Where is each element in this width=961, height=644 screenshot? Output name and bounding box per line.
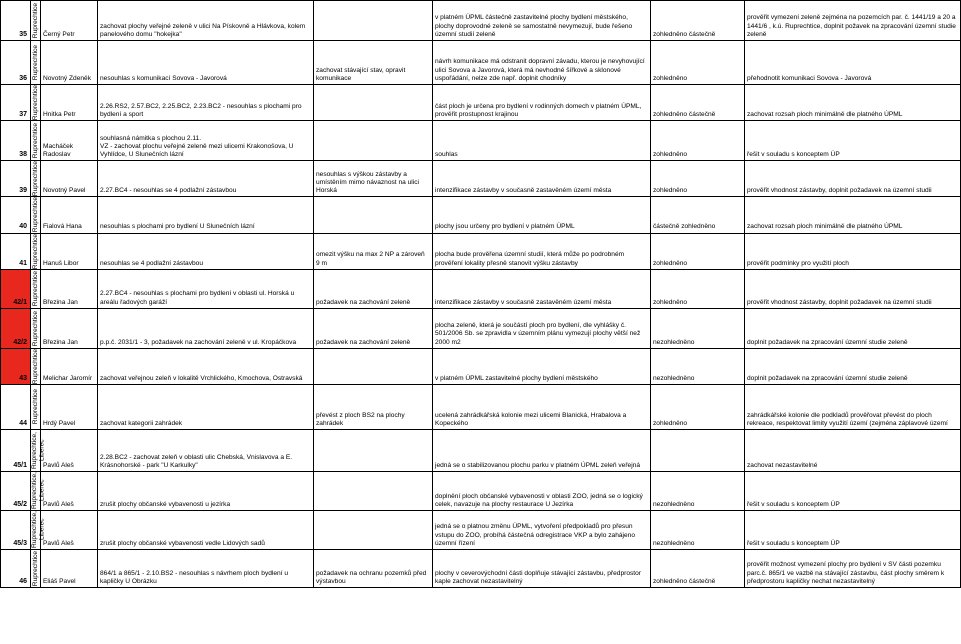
row-number: 42/2: [1, 308, 31, 348]
row-number: 35: [1, 1, 31, 41]
table-row: [1, 121, 961, 161]
status-text: v platném ÚPML zastavitelné plochy bydlení městského: [433, 348, 651, 384]
row-number: 39: [1, 161, 31, 197]
result-text: zohledněno: [651, 384, 745, 429]
submitter-name: Hnitka Petr: [41, 85, 98, 121]
cadastre-label-text: Ruprechtice, Liberec: [31, 431, 46, 469]
reason-text: [314, 197, 433, 233]
cadastre-label-text: Ruprechtice: [31, 2, 39, 39]
result-text: nezohledněno: [651, 510, 745, 549]
table-row: [1, 384, 961, 429]
status-text: plochy jsou určeny pro bydlení v platném ÚPML: [433, 197, 651, 233]
status-text: část ploch je určena pro bydlení v rodinných domech v platném ÚPML, prověřit prostupnost krajinou: [433, 85, 651, 121]
cadastre-label-text: Ruprechtice: [31, 348, 39, 384]
row-number: 40: [1, 197, 31, 233]
cadastre-label: [31, 197, 41, 233]
cadastre-label: [31, 471, 46, 510]
cadastre-label: [31, 121, 41, 161]
row-number: 37: [1, 85, 31, 121]
submitter-name: Pavlů Aleš: [41, 429, 98, 471]
row-number: 43: [1, 348, 31, 384]
instruction-text: prověřit podmínky pro využití ploch: [745, 233, 961, 269]
reason-text: [314, 348, 433, 384]
result-text: částečně zohledněno: [651, 197, 745, 233]
result-text: nezohledněno: [651, 308, 745, 348]
submitter-name: Březina Jan: [41, 308, 98, 348]
request-text: nesouhlas se 4 podlažní zástavbou: [98, 233, 314, 269]
cadastre-label: [31, 384, 41, 429]
reason-text: [314, 85, 433, 121]
row-number: 45/2: [1, 471, 31, 510]
cadastre-label: [31, 1, 41, 41]
table-row: [1, 1, 961, 41]
table-row: [1, 233, 961, 269]
cadastre-label-text: Ruprechtice: [31, 85, 39, 121]
submitter-name: Březina Jan: [41, 269, 98, 308]
table-row: [1, 471, 961, 510]
table-row: [1, 549, 961, 587]
cadastre-label: [31, 308, 41, 348]
cadastre-label-text: Ruprechtice: [31, 233, 39, 269]
status-text: plocha bude prověřena územní studií, která může po podrobném prověření lokality přesně stanovit výšku zástavby: [433, 233, 651, 269]
result-text: zohledněno: [651, 233, 745, 269]
submitter-name: Macháček Radoslav: [41, 121, 98, 161]
submitter-name: Hanuš Libor: [41, 233, 98, 269]
instruction-text: řešit v souladu s konceptem ÚP: [745, 121, 961, 161]
row-number: 42/1: [1, 269, 31, 308]
cadastre-label-text: Ruprechtice: [31, 389, 39, 425]
request-text: 2.28.BC2 - zachovat zeleň v oblasti ulic Chebská, Vnislavova a E. Krásnohorské - park "U Karkulky": [98, 429, 314, 471]
status-text: jedná se o stabilizovanou plochu parku v platném ÚPML zeleň veřejná: [433, 429, 651, 471]
instruction-text: zachovat rozsah ploch minimálně dle platného ÚPML: [745, 197, 961, 233]
reason-text: zachovat stávající stav, opravit komunikace: [314, 41, 433, 85]
reason-text: [314, 1, 433, 41]
result-text: zohledněno: [651, 161, 745, 197]
request-text: 2.27.BC4 - nesouhlas s plochami pro bydlení v oblasti ul. Horská u areálu řadových garáží: [98, 269, 314, 308]
cadastre-label-text: Ruprechtice, Liberec: [31, 472, 46, 510]
cadastre-label: [31, 233, 41, 269]
request-text: p.p.č. 2031/1 - 3, požadavek na zachování zeleně v ul. Kropáčkova: [98, 308, 314, 348]
request-text: nesouhlas s komunikací Sovova - Javorová: [98, 41, 314, 85]
reason-text: požadavek na zachování zeleně: [314, 269, 433, 308]
request-text: zachovat kategorii zahrádek: [98, 384, 314, 429]
status-text: souhlas: [433, 121, 651, 161]
status-text: jedná se o platnou změnu ÚPML, vytvoření předpokladů pro přesun vstupu do ZOO, probíhá částečná odregistrace VKP a bylo zahájeno územní řízení: [433, 510, 651, 549]
request-text: nesouhlas s plochami pro bydlení U Slunečních lázní: [98, 197, 314, 233]
instruction-text: zahrádkářské kolonie dle podkladů prověřovat převést do ploch rekreace, respektovat limity využití území (zejména záplavové území: [745, 384, 961, 429]
cadastre-label-text: Ruprechtice: [31, 550, 39, 587]
reason-text: [314, 121, 433, 161]
request-text: zrušit plochy občanské vybavenosti vedle Lidových sadů: [98, 510, 314, 549]
request-text: zachovat veřejnou zeleň v lokalitě Vrchlického, Kmochova, Ostravská: [98, 348, 314, 384]
submitter-name: Pavlů Aleš: [41, 471, 98, 510]
instruction-text: řešit v souladu s konceptem ÚP: [745, 510, 961, 549]
instruction-text: prověřit vymezení zeleně zejména na pozemcích par. č. 1441/19 a 20 a 1441/6 , k.ú. Ruprechtice, doplnit požavek na zpracování územní studie zeleně: [745, 1, 961, 41]
reason-text: převést z ploch BS2 na plochy zahrádek: [314, 384, 433, 429]
reason-text: požadavek na ochranu pozemků před výstavbou: [314, 549, 433, 587]
request-text: 2.26.RS2, 2.57.BC2, 2.25.BC2, 2.23.BC2 - nesouhlas s plochami pro bydlení a sport: [98, 85, 314, 121]
request-text: zrušit plochy občanské vybavenosti u jezírka: [98, 471, 314, 510]
status-text: v platném ÚPML částečně zastavitelné plochy bydlení městského, plochy doprovodné zeleně se samostatně nevymezují, bude řešeno územní studií zeleně: [433, 1, 651, 41]
status-text: intenzifikace zástavby v současně zastavěném území města: [433, 269, 651, 308]
instruction-text: doplnit požadavek na zpracování územní studie zeleně: [745, 308, 961, 348]
table-row: [1, 197, 961, 233]
cadastre-label: [31, 161, 41, 197]
instruction-text: řešit v souladu s konceptem ÚP: [745, 471, 961, 510]
cadastre-label: [31, 549, 41, 587]
result-text: nezohledněno: [651, 471, 745, 510]
result-text: zohledněno částečně: [651, 85, 745, 121]
cadastre-label: [31, 269, 41, 308]
result-text: zohledněno částečně: [651, 1, 745, 41]
cadastre-label-text: Ruprechtice, Liberec: [31, 511, 46, 549]
result-text: zohledněno: [651, 41, 745, 85]
submitter-name: Novotný Pavel: [41, 161, 98, 197]
status-text: plochy v ceverovýchodní části doplňuje stávající zástavbu, předprostor kaple zachovat nezastavitelný: [433, 549, 651, 587]
row-number: 44: [1, 384, 31, 429]
result-text: zohledněno částečně: [651, 549, 745, 587]
table-row: [1, 269, 961, 308]
row-number: 45/3: [1, 510, 31, 549]
cadastre-label-text: Ruprechtice: [31, 161, 39, 197]
instruction-text: zachovat nezastavitelné: [745, 429, 961, 471]
row-number: 38: [1, 121, 31, 161]
instruction-text: prověřit možnost vymezení plochy pro bydlení v SV části pozemku parc.č. 865/1 ve vazbě na stávající zástavbu, část plochy směrem k předprostoru kapličky nechat nezastavitelný: [745, 549, 961, 587]
instruction-text: zachovat rozsah ploch minimálně dle platného ÚPML: [745, 85, 961, 121]
result-text: zohledněno: [651, 121, 745, 161]
row-number: 46: [1, 549, 31, 587]
result-text: zohledněno: [651, 269, 745, 308]
submitter-name: Fialová Hana: [41, 197, 98, 233]
cadastre-label-text: Ruprechtice: [31, 44, 39, 81]
cadastre-label: [31, 41, 41, 85]
cadastre-label-text: Ruprechtice: [31, 197, 39, 233]
reason-text: omezit výšku na max 2 NP a zároveň 9 m: [314, 233, 433, 269]
reason-text: požadavek na zachování zeleně: [314, 308, 433, 348]
instruction-text: prověřit vhodnost zástavby, doplnit požadavek na územní studii: [745, 161, 961, 197]
table-row: [1, 85, 961, 121]
table-row: [1, 510, 961, 549]
table-row: [1, 308, 961, 348]
cadastre-label: [31, 429, 46, 471]
row-number: 45/1: [1, 429, 31, 471]
request-text: 864/1 a 865/1 - 2.10.BS2 - nesouhlas s návrhem ploch bydlení u kapličky U Obrázku: [98, 549, 314, 587]
table-row: [1, 429, 961, 471]
status-text: návrh komunikace má odstranit dopravní závadu, kterou je nevyhovující ulici Sovova a Javorová, která má nevhodné šířkové a sklonové uspořádání, nelze zde např. doplnit chodníky: [433, 41, 651, 85]
instruction-text: prověřit vhodnost zástavby, doplnit požadavek na územní studii: [745, 269, 961, 308]
submitter-name: Hrdý Pavel: [41, 384, 98, 429]
submitter-name: Eliáš Pavel: [41, 549, 98, 587]
cadastre-label: [31, 348, 41, 384]
table-row: [1, 41, 961, 85]
cadastre-label-text: Ruprechtice: [31, 271, 39, 307]
cadastre-label-text: Ruprechtice: [31, 310, 39, 346]
cadastre-label-text: Ruprechtice: [31, 123, 39, 159]
cadastre-label: [31, 85, 41, 121]
reason-text: [314, 429, 433, 471]
status-text: intenzifikace zástavby v současně zastavěném území města: [433, 161, 651, 197]
reason-text: [314, 510, 433, 549]
status-text: ucelená zahrádkářská kolonie mezi ulicemi Blanická, Hrabalova a Kopeckého: [433, 384, 651, 429]
submitter-name: Melichar Jaromír: [41, 348, 98, 384]
result-text: nezohledněno: [651, 348, 745, 384]
request-text: 2.27.BC4 - nesouhlas se 4 podlažní zástavbou: [98, 161, 314, 197]
status-text: plocha zeleně, která je součástí ploch pro bydlení, dle vyhlášky č. 501/2006 Sb. se zpravidla v územním plánu vymezují plochy větší než 2000 m2: [433, 308, 651, 348]
request-text: zachovat plochy veřejné zeleně v ulici Na Pískovně a Hlávkova, kolem panelového domu "hokejka": [98, 1, 314, 41]
table-row: [1, 161, 961, 197]
status-text: doplnění ploch občanské vybavenosti v oblasti ZOO, jedná se o logický celek, navazuje na plochy restaurace U Jezírka: [433, 471, 651, 510]
reason-text: [314, 471, 433, 510]
instruction-text: přehodnotit komunikaci Sovova - Javorová: [745, 41, 961, 85]
request-text: souhlasná námitka s plochou 2.11. VZ - zachovat plochu veřejné zeleně mezi ulicemi Krakonošova, U Vyhlídce, U Slunečních lázní: [98, 121, 314, 161]
row-number: 41: [1, 233, 31, 269]
table-row: [1, 348, 961, 384]
result-text: [651, 429, 745, 471]
row-number: 36: [1, 41, 31, 85]
cadastre-label: [31, 510, 46, 549]
submitter-name: Pavlů Aleš: [41, 510, 98, 549]
instruction-text: doplnit požadavek na zpracování územní studie zeleně: [745, 348, 961, 384]
submitter-name: Novotný Zdeněk: [41, 41, 98, 85]
reason-text: nesouhlas s výškou zástavby a umístěním mimo návaznost na ulici Horská: [314, 161, 433, 197]
submitter-name: Černý Petr: [41, 1, 98, 41]
